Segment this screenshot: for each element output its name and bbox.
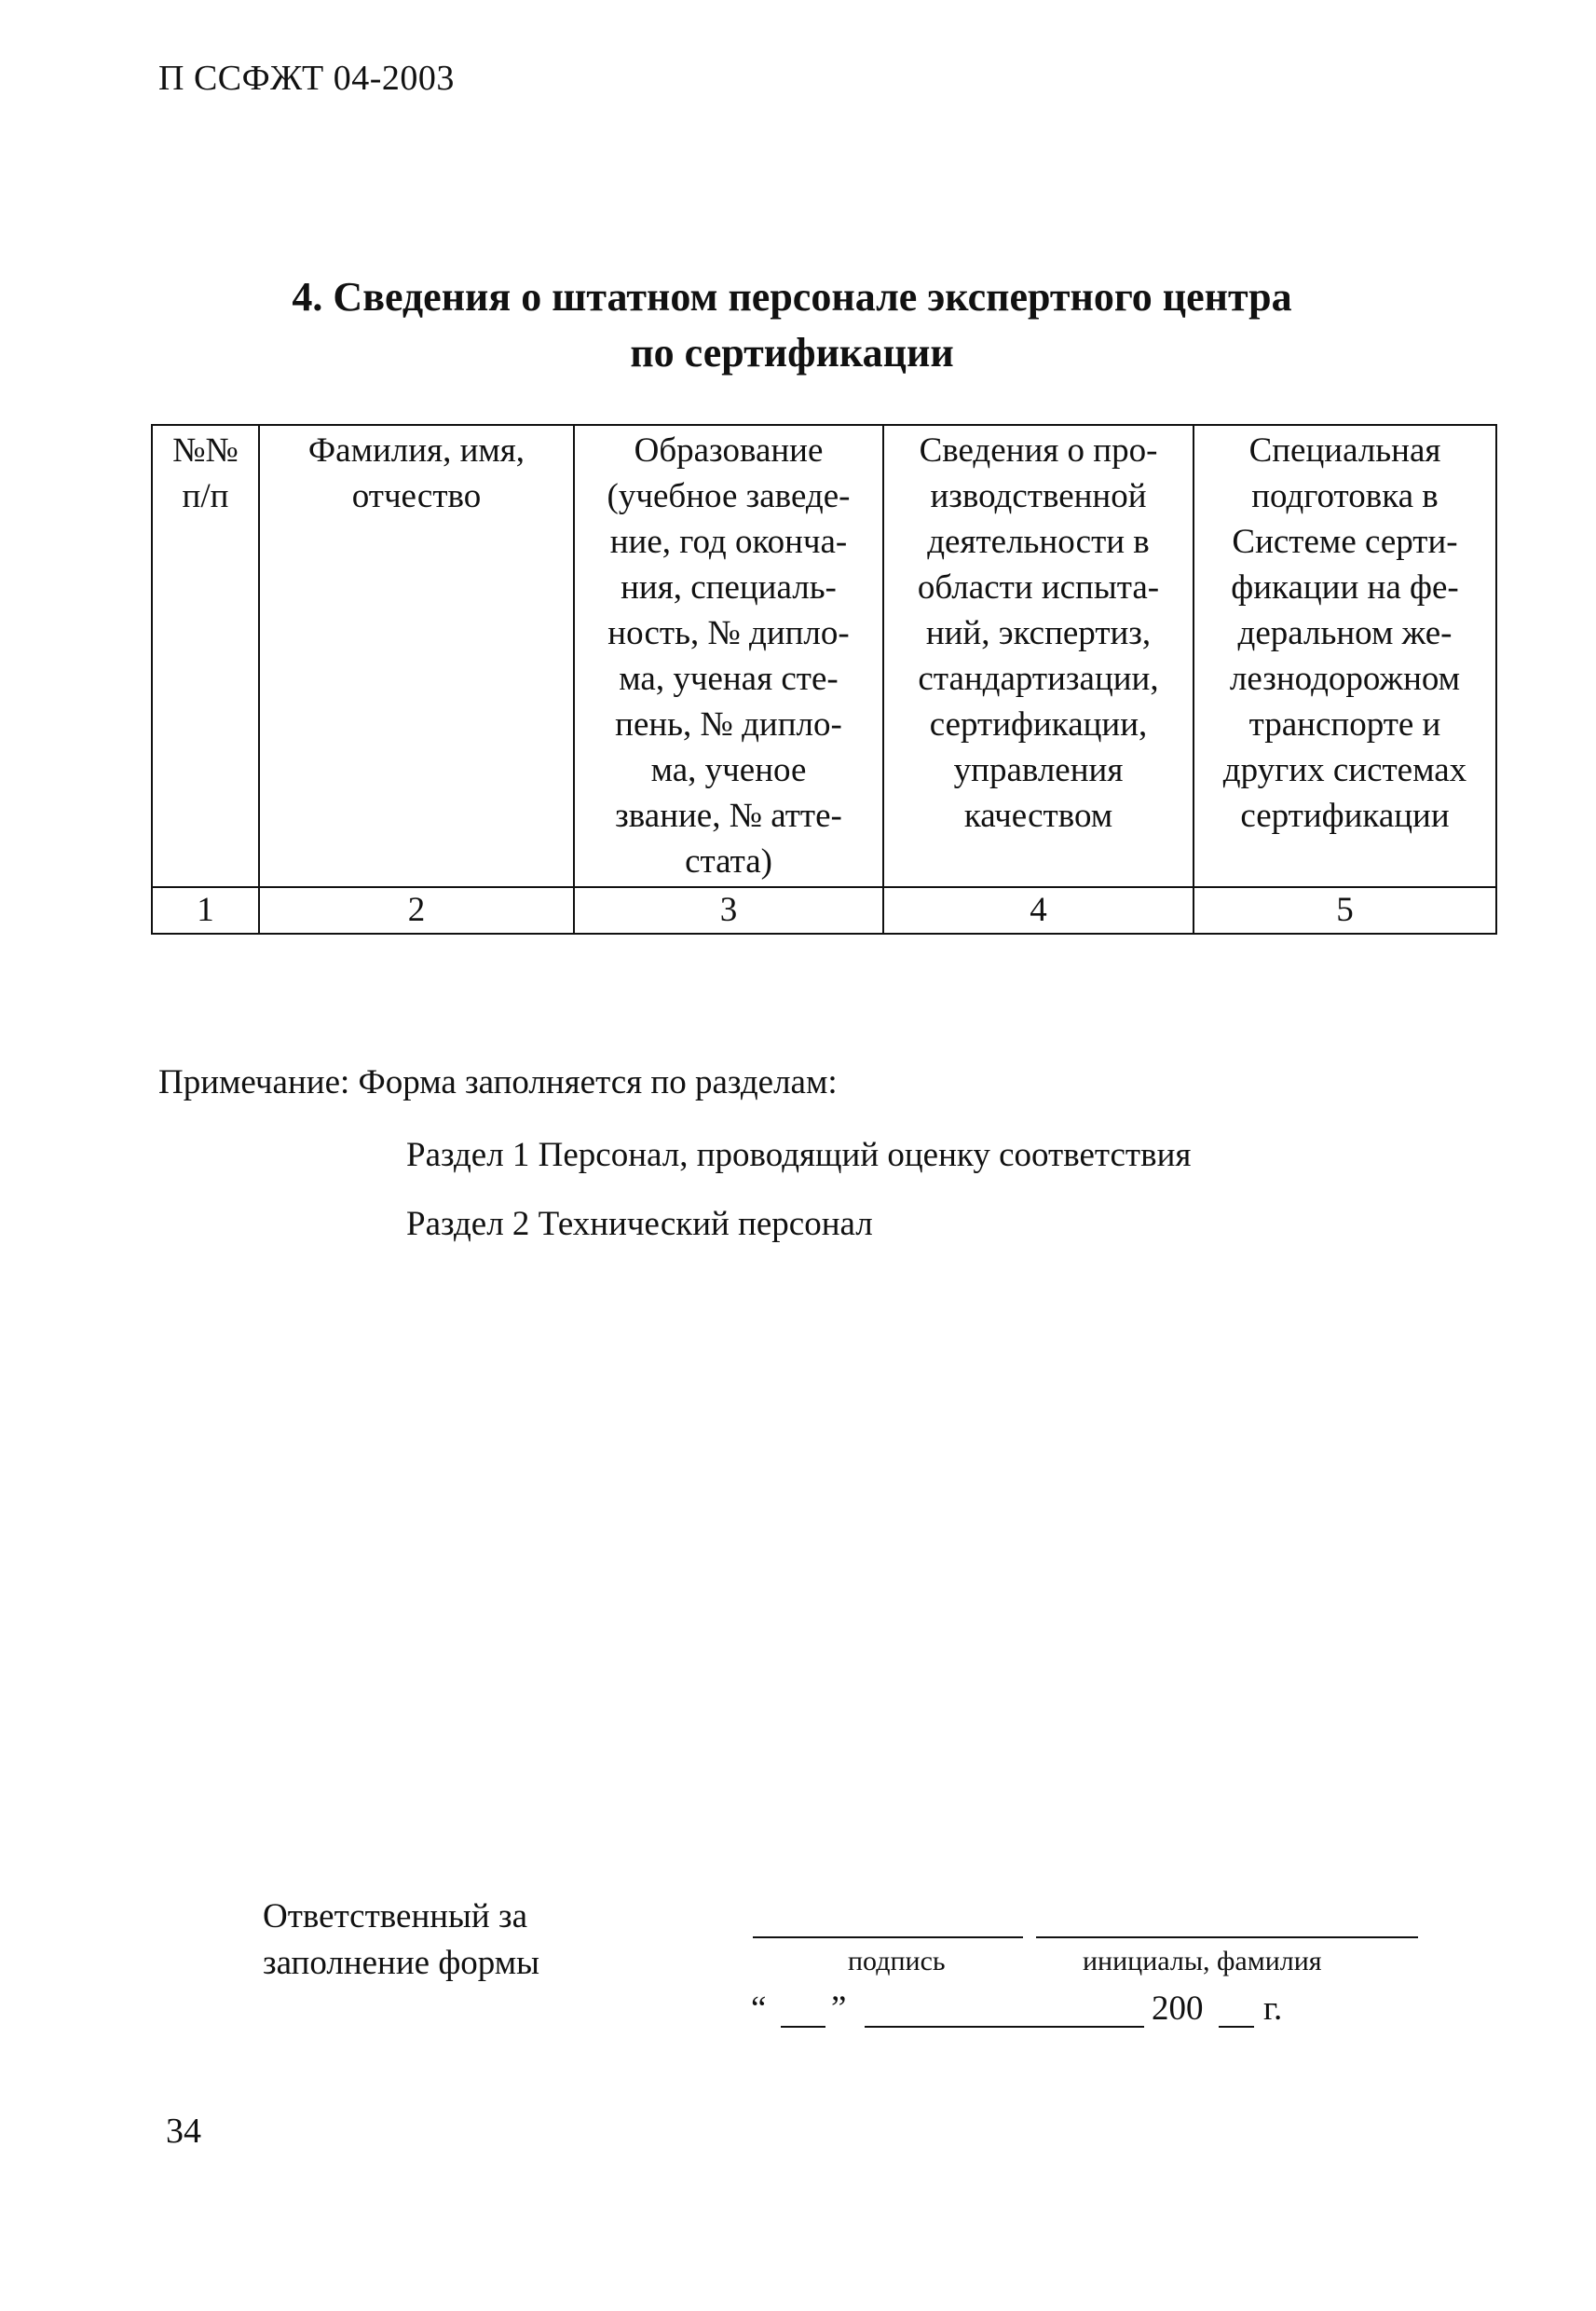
responsible-label: Ответственный за заполнение формы: [263, 1897, 540, 1982]
quote-open: “: [751, 1990, 767, 2028]
column-header-special-training: Специальная подготовка в Системе серти- фикации на фе- деральном же- лезнодорожном транспорте и других системах сертификации: [1194, 425, 1496, 887]
staff-table: [151, 424, 1497, 935]
column-number-cell: 4: [883, 887, 1194, 934]
column-number-cell: 3: [574, 887, 883, 934]
column-header-full-name: Фамилия, имя, отчество: [259, 425, 574, 887]
quote-close: ”: [831, 1990, 847, 2028]
month-blank: [865, 1989, 1144, 2028]
year-prefix: 200: [1152, 1990, 1204, 2028]
column-number-cell: 5: [1194, 887, 1496, 934]
column-number-cell: 2: [259, 887, 574, 934]
signature-caption: подпись: [848, 1946, 946, 1976]
column-header-number: №№ п/п: [152, 425, 259, 887]
note-section-2: Раздел 2 Технический персонал: [406, 1205, 873, 1243]
page-number: 34: [166, 2112, 201, 2151]
note-text: Примечание: Форма заполняется по разделам:: [158, 1063, 838, 1101]
name-caption: инициалы, фамилия: [1083, 1946, 1322, 1976]
column-number-cell: 1: [152, 887, 259, 934]
signature-line: [753, 1936, 1023, 1938]
section-title-line-1: 4. Сведения о штатном персонале экспертного центра: [292, 274, 1292, 320]
column-header-education: Образование (учебное заведе- ние, год оконча- ния, специаль- ность, № дипло- ма, ученая сте- пень, № дипло- ма, ученое звание, № атте- стата): [574, 425, 883, 887]
name-line: [1036, 1936, 1418, 1938]
column-number-row: [152, 887, 1496, 934]
year-blank: [1219, 1989, 1254, 2028]
document-code: П ССФЖТ 04-2003: [158, 59, 455, 98]
date-row: [745, 1989, 1491, 2035]
column-header-work-experience: Сведения о про- изводственной деятельности в области испыта- ний, экспертиз, стандартизации, сертификации, управления качеством: [883, 425, 1194, 887]
table-header-row: [152, 425, 1496, 887]
section-title-line-2: по сертификации: [630, 330, 954, 376]
day-blank: [781, 1989, 825, 2028]
note-section-1: Раздел 1 Персонал, проводящий оценку соответствия: [406, 1136, 1192, 1174]
year-suffix: г.: [1263, 1990, 1283, 2028]
